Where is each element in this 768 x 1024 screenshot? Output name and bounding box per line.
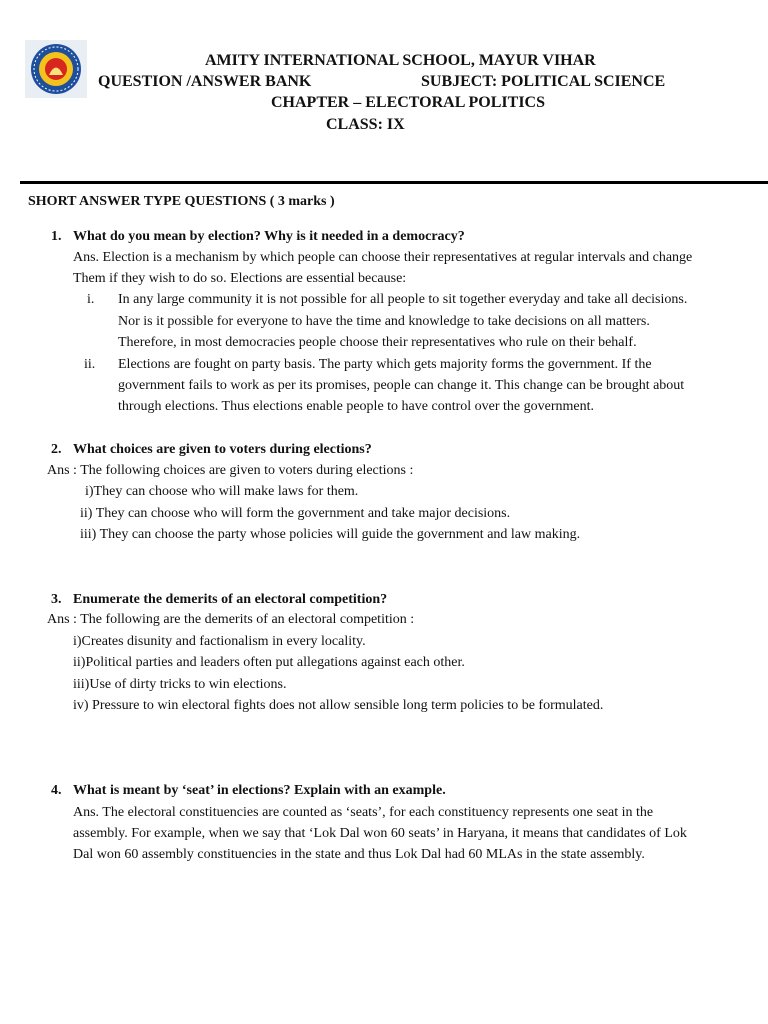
point-line: ii) They can choose who will form the government and take major decisions. (80, 506, 511, 521)
school-name: AMITY INTERNATIONAL SCHOOL, MAYUR VIHAR (205, 52, 596, 69)
point-line: iv) Pressure to win electoral fights does not allow sensible long term policies to be formulated. (73, 698, 604, 713)
section-title: SHORT ANSWER TYPE QUESTIONS ( 3 marks ) (28, 194, 335, 209)
point-line: Nor is it possible for everyone to have the time and knowledge to take decisions on all matters. (118, 314, 650, 329)
answer-line: Ans. Election is a mechanism by which people can choose their representatives at regular intervals and change (73, 250, 693, 265)
point-line: i)Creates disunity and factionalism in every locality. (73, 634, 366, 649)
question-4: What is meant by ‘seat’ in elections? Explain with an example. (73, 783, 446, 798)
header-divider (20, 181, 768, 184)
point-line: government fails to work as per its promises, people can change it. This change can be brought about (118, 378, 685, 393)
question-1: What do you mean by election? Why is it needed in a democracy? (73, 229, 465, 244)
school-logo (25, 40, 87, 98)
point-line: ii)Political parties and leaders often put allegations against each other. (73, 655, 465, 670)
point-line: iii) They can choose the party whose policies will guide the government and law making. (80, 527, 581, 542)
chapter-title: CHAPTER – ELECTORAL POLITICS (271, 94, 545, 111)
answer-line: Dal won 60 assembly constituencies in the state and thus Lok Dal had 60 MLAs in the state assembly. (73, 847, 645, 862)
answer-line: Them if they wish to do so. Elections are essential because: (73, 271, 407, 286)
point-line: through elections. Thus elections enable people to have control over the government. (118, 399, 594, 414)
point-line: Therefore, in most democracies people choose their representatives who rule on their behalf. (118, 335, 637, 350)
answer-line: assembly. For example, when we say that ‘Lok Dal won 60 seats’ in Haryana, it means that candidates of Lok (73, 826, 687, 841)
question-number: 1. (51, 229, 62, 244)
point-line: i)They can choose who will make laws for them. (85, 484, 359, 499)
question-number: 2. (51, 442, 62, 457)
bank-title: QUESTION /ANSWER BANK (98, 73, 312, 90)
answer-line: Ans : The following are the demerits of an electoral competition : (47, 612, 415, 627)
question-number: 4. (51, 783, 62, 798)
point-line: In any large community it is not possible for all people to sit together everyday and take all decisions. (118, 292, 688, 307)
point-line: iii)Use of dirty tricks to win elections. (73, 677, 287, 692)
point-number: i. (87, 292, 95, 307)
class-label: CLASS: IX (326, 116, 405, 133)
question-2: What choices are given to voters during elections? (73, 442, 372, 457)
answer-line: Ans : The following choices are given to voters during elections : (47, 463, 414, 478)
question-number: 3. (51, 592, 62, 607)
point-line: Elections are fought on party basis. The party which gets majority forms the government. If the (118, 357, 652, 372)
point-number: ii. (84, 357, 96, 372)
answer-line: Ans. The electoral constituencies are counted as ‘seats’, for each constituency represents one seat in the (73, 805, 654, 820)
question-3: Enumerate the demerits of an electoral competition? (73, 592, 388, 607)
subject-label: SUBJECT: POLITICAL SCIENCE (421, 73, 666, 90)
